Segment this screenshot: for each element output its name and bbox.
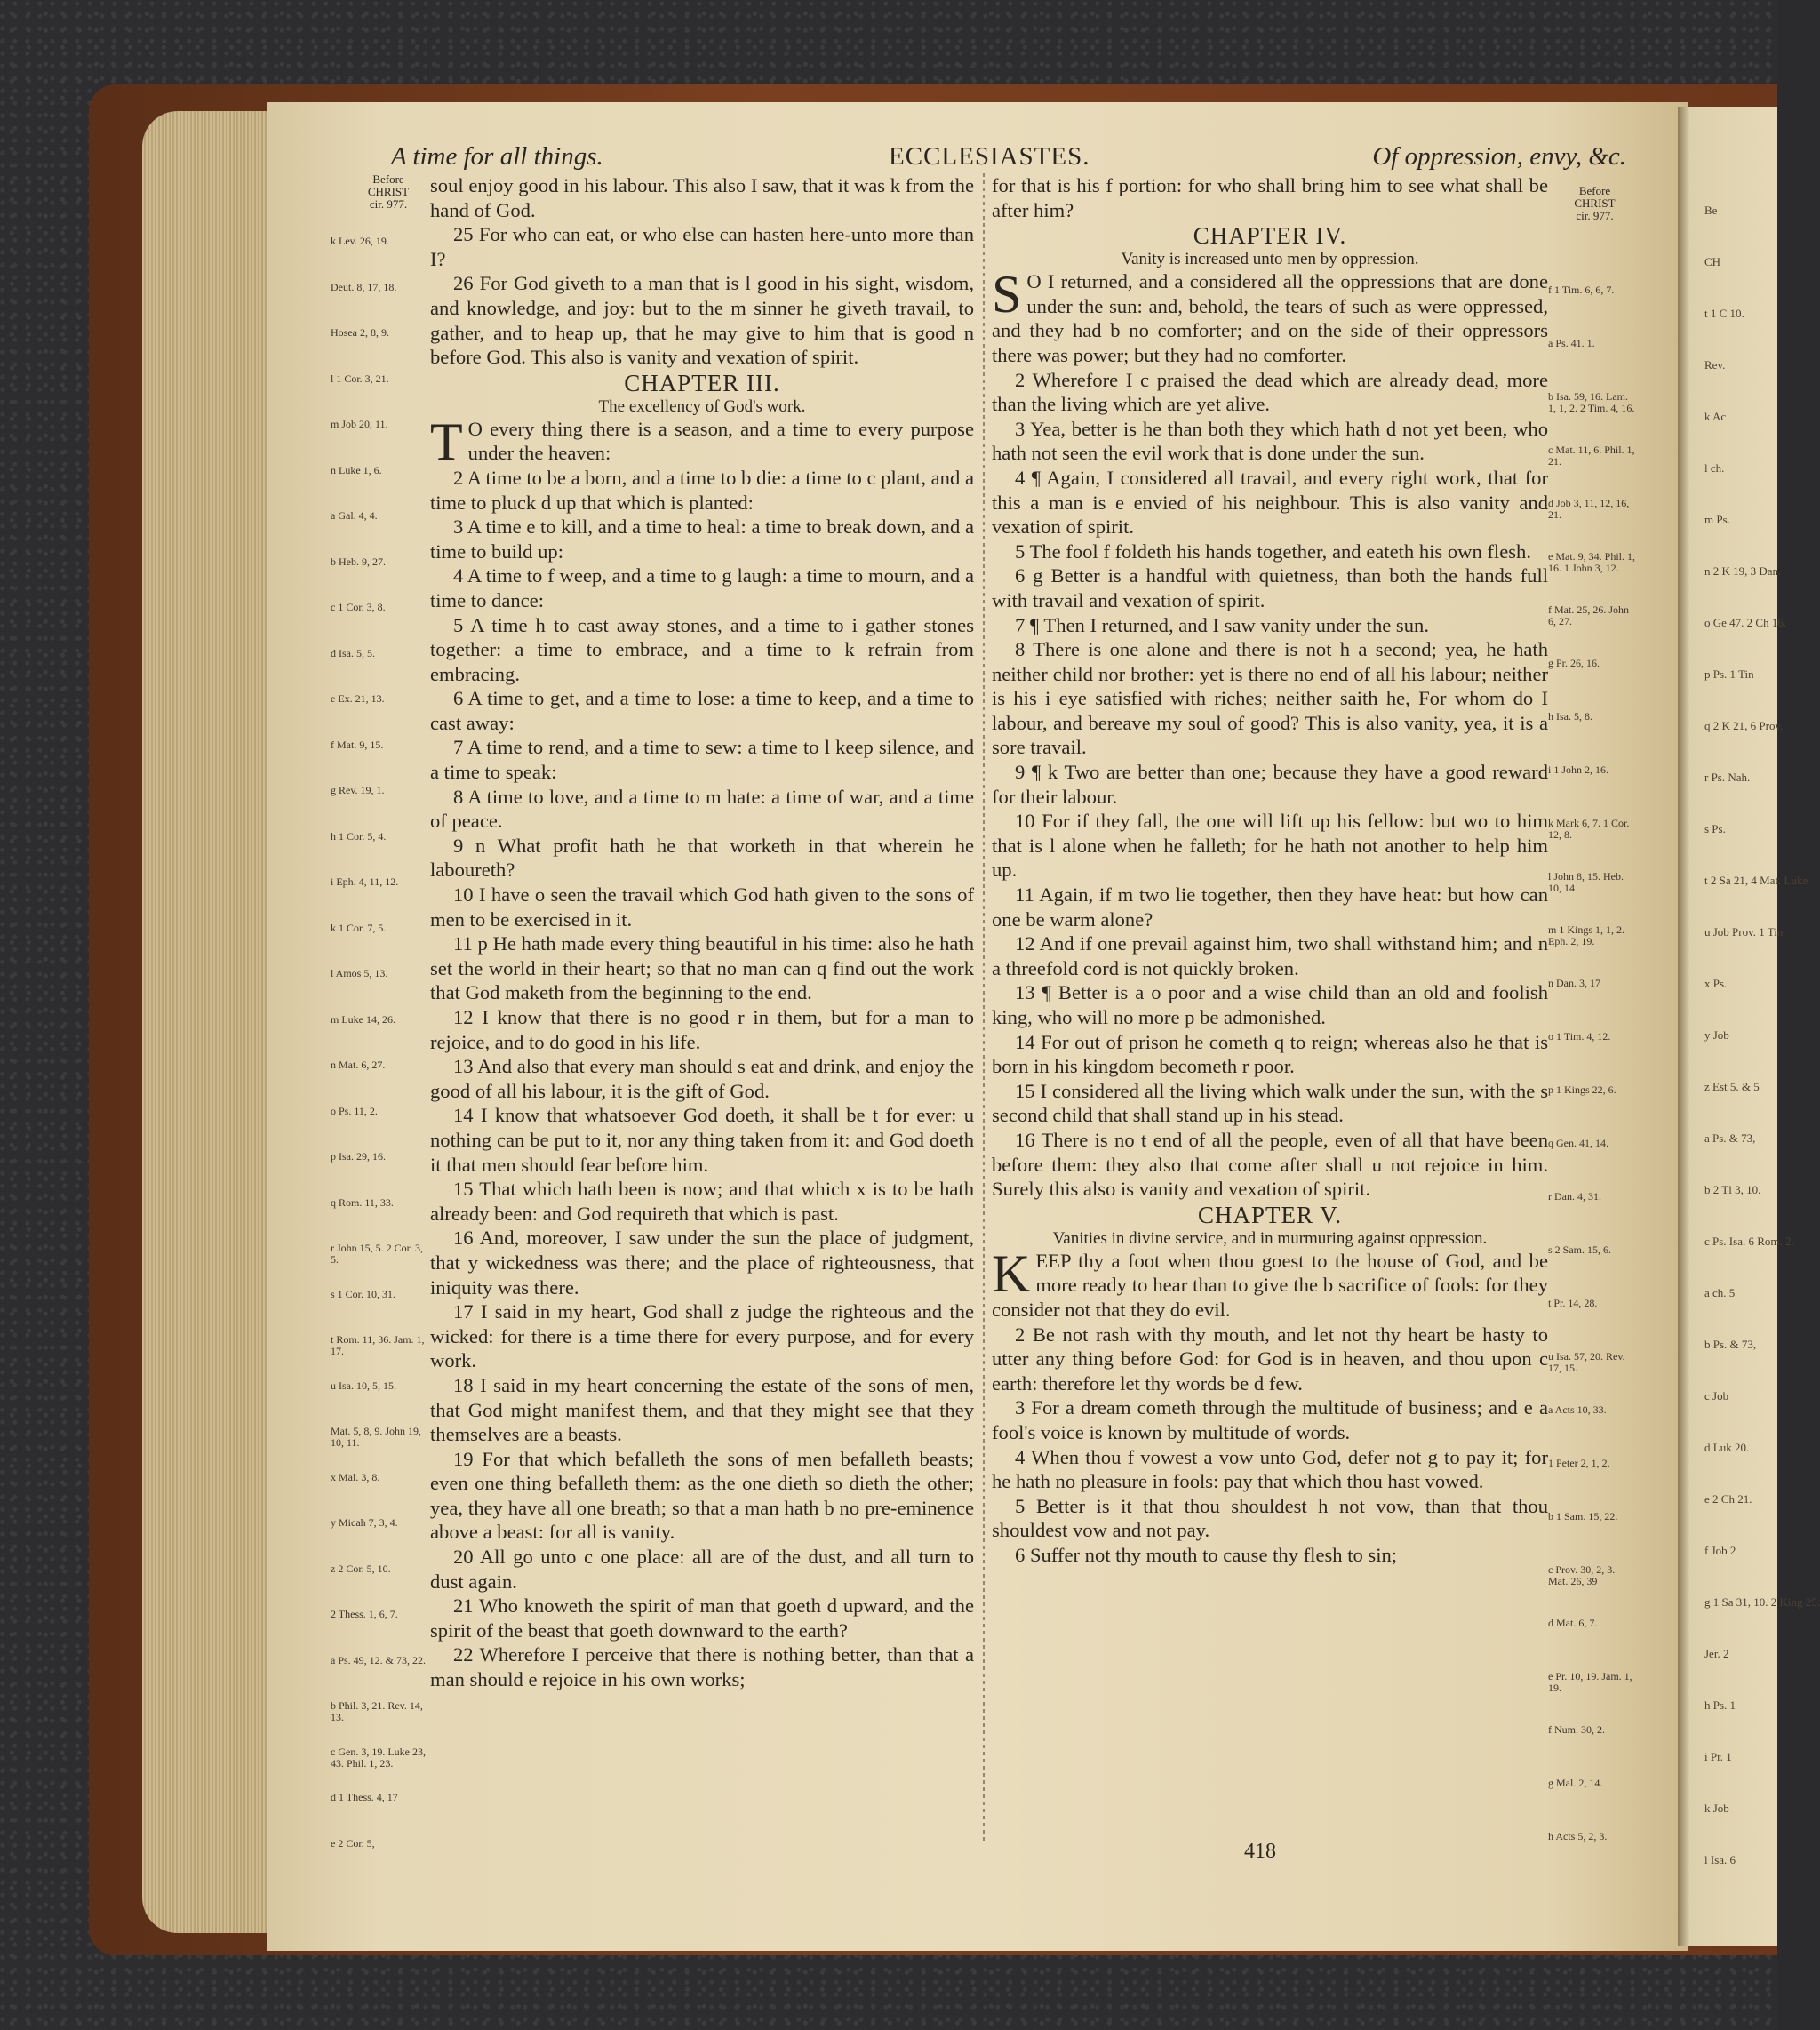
margin-reference: Deut. 8, 17, 18. xyxy=(331,280,397,293)
next-page-text: c Job xyxy=(1704,1389,1729,1403)
next-page-text: d Luk 20. xyxy=(1704,1441,1750,1454)
next-page-text: CH xyxy=(1704,255,1721,268)
next-page-text: y Job xyxy=(1704,1028,1729,1042)
left-margin-references xyxy=(331,173,428,1862)
next-page-text: f Job 2 xyxy=(1704,1544,1736,1557)
margin-reference: p Isa. 29, 16. xyxy=(331,1150,386,1163)
next-page-text: o Ge 47. 2 Ch 16. xyxy=(1704,616,1787,629)
margin-reference: l John 8, 15. Heb. 10, 14 xyxy=(1548,870,1624,894)
verse: for that is his f portion: for who shall bring him to see what shall be after him? xyxy=(992,174,1548,221)
verse: 4 When thou f vowest a vow unto God, defer not g to pay it; for he hath no pleasure in fools: pay that which thou hast vowed. xyxy=(992,1445,1548,1493)
margin-reference: h 1 Cor. 5, 4. xyxy=(331,829,387,843)
margin-reference: s 2 Sam. 15, 6. xyxy=(1548,1243,1612,1256)
margin-reference: d Job 3, 11, 12, 16, 21. xyxy=(1548,497,1630,521)
circa-label: cir. 977. xyxy=(369,197,408,211)
margin-reference: 2 Thess. 1, 6, 7. xyxy=(331,1608,398,1620)
next-page-text: t 1 C 10. xyxy=(1704,307,1744,320)
margin-reference: f Mat. 25, 26. John 6, 27. xyxy=(1548,603,1629,627)
margin-reference: h Acts 5, 2, 3. xyxy=(1548,1830,1608,1842)
verse-text: EEP thy a foot when thou goest to the house of God, and be more ready to hear than to give the b sacrifice of fools: for they consider not that they do evil. xyxy=(992,1249,1548,1321)
margin-reference: z 2 Cor. 5, 10. xyxy=(331,1562,391,1575)
verse: 3 Yea, better is he than both they which hath d not yet been, who hath not seen the evil work that is done under the sun. xyxy=(992,417,1548,465)
margin-reference: e Ex. 21, 13. xyxy=(331,692,385,705)
next-page-text: h Ps. 1 xyxy=(1704,1698,1736,1712)
margin-reference: r John 15, 5. 2 Cor. 3, 5. xyxy=(331,1242,424,1266)
verse: 19 For that which befalleth the sons of men befalleth beasts; even one thing befalleth them: as the one dieth so dieth the other; yea, they have all one breath; so that a man hath b no pre-eminence above a beast: for all is vanity. xyxy=(430,1447,974,1544)
margin-reference: i 1 John 2, 16. xyxy=(1548,763,1609,776)
margin-reference: k Lev. 26, 19. xyxy=(331,235,389,247)
verse: 13 ¶ Better is a o poor and a wise child than an old and foolish king, who will no more p be admonished. xyxy=(992,981,1548,1028)
margin-reference: d 1 Thess. 4, 17 xyxy=(331,1791,398,1803)
verse: soul enjoy good in his labour. This also I saw, that it was k from the hand of God. xyxy=(430,174,974,221)
verse: 8 A time to love, and a time to m hate: a time of war, and a time of peace. xyxy=(430,785,974,833)
verse: 16 And, moreover, I saw under the sun the place of judgment, that y wickedness was there; and the place of righteousness, that iniquity was there. xyxy=(430,1227,974,1299)
verse xyxy=(430,412,974,471)
margin-reference: d Isa. 5, 5. xyxy=(331,646,375,659)
next-page-text: k Ac xyxy=(1704,410,1727,423)
verse: 6 A time to get, and a time to lose: a time to keep, and a time to cast away: xyxy=(430,687,974,734)
margin-reference: g Pr. 26, 16. xyxy=(1548,657,1600,669)
verse: 5 A time h to cast away stones, and a time to i gather stones together: a time to embrace, and a time to k refrain from embracing. xyxy=(430,613,974,685)
circa-label: cir. 977. xyxy=(1576,209,1614,222)
margin-reference: t Pr. 14, 28. xyxy=(1548,1297,1598,1309)
drop-cap: S xyxy=(992,265,1022,324)
margin-reference: l 1 Cor. 3, 21. xyxy=(331,372,389,385)
margin-reference: d Mat. 6, 7. xyxy=(1548,1617,1598,1629)
margin-reference: p 1 Kings 22, 6. xyxy=(1548,1083,1616,1096)
next-page-text: i Pr. 1 xyxy=(1704,1750,1732,1763)
verse: 11 Again, if m two lie together, then they have heat: but how can one be warm alone? xyxy=(992,883,1548,931)
next-page-text: m Ps. xyxy=(1704,513,1730,526)
margin-reference: m 1 Kings 1, 1, 2. Eph. 2, 19. xyxy=(1548,923,1625,947)
margin-reference: b Phil. 3, 21. Rev. 14, 13. xyxy=(331,1699,423,1723)
margin-reference: a Gal. 4, 4. xyxy=(331,509,378,522)
margin-reference: b 1 Sam. 15, 22. xyxy=(1548,1510,1618,1522)
chapter-summary: Vanity is increased unto men by oppression. xyxy=(1121,250,1419,269)
margin-reference: t Rom. 11, 36. Jam. 1, 17. xyxy=(331,1333,425,1357)
margin-reference: b Heb. 9, 27. xyxy=(331,555,386,568)
margin-reference: q Gen. 41, 14. xyxy=(1548,1137,1608,1149)
next-page-text: s Ps. xyxy=(1704,822,1726,835)
verse: 15 That which hath been is now; and that which x is to be hath already been: and God requireth that which is past. xyxy=(430,1178,974,1225)
verse: 2 A time to be a born, and a time to b die: a time to c plant, and a time to pluck d up that which is planted: xyxy=(430,466,974,514)
verse: 4 ¶ Again, I considered all travail, and every right work, that for this a man is e envied of his neighbour. This is also vanity and vexation of spirit. xyxy=(992,466,1548,539)
margin-reference: y Micah 7, 3, 4. xyxy=(331,1516,398,1529)
verse: 11 p He hath made every thing beautiful in his time: also he hath set the world in their heart; so that no man can q find out the work that God maketh from the beginning to the end. xyxy=(430,932,974,1004)
margin-reference: i Eph. 4, 11, 12. xyxy=(331,875,399,888)
margin-reference: Hosea 2, 8, 9. xyxy=(331,326,389,339)
verse: 2 Wherefore I c praised the dead which are already dead, more than the living which are yet alive. xyxy=(992,368,1548,416)
margin-reference: u Isa. 57, 20. Rev. 17, 15. xyxy=(1548,1350,1625,1374)
margin-reference: u Isa. 10, 5, 15. xyxy=(331,1379,396,1392)
margin-reference: n Luke 1, 6. xyxy=(331,463,382,476)
verse: 22 Wherefore I perceive that there is nothing better, than that a man should e rejoice in his own works; xyxy=(430,1643,974,1691)
verse: 5 Better is it that thou shouldest h not vow, than that thou shouldest vow and not pay. xyxy=(992,1494,1548,1542)
right-column xyxy=(992,173,1548,1567)
next-page-text: a ch. 5 xyxy=(1704,1286,1736,1299)
margin-reference: k 1 Cor. 7, 5. xyxy=(331,921,387,934)
margin-reference: s 1 Cor. 10, 31. xyxy=(331,1287,396,1300)
verse: 3 A time e to kill, and a time to heal: a time to break down, and a time to build up: xyxy=(430,515,974,563)
page-number: 418 xyxy=(1244,1840,1276,1863)
margin-reference: Mat. 5, 8, 9. John 19, 10, 11. xyxy=(331,1425,421,1449)
page-edges xyxy=(142,111,275,1933)
margin-reference: n Mat. 6, 27. xyxy=(331,1059,386,1071)
chapter-title: CHAPTER III. xyxy=(624,369,780,396)
margin-reference: l Amos 5, 13. xyxy=(331,967,388,979)
verse: 8 There is one alone and there is not h a second; yea, he hath neither child nor brother: yet is there no end of all his labour; neither is his i eye satisfied with riches; neither saith he, For whom do I labour, and bereave my soul of good? This is also vanity, yea, it is a sore travail. xyxy=(992,638,1548,759)
verse: 18 I said in my heart concerning the estate of the sons of men, that God might manifest them, and that they might see that they themselves are a beasts. xyxy=(430,1373,974,1446)
next-page-text: g 1 Sa 31, 10. 2 King 25. xyxy=(1704,1595,1820,1609)
verse: 9 ¶ k Two are better than one; because they have a good reward for their labour. xyxy=(992,761,1548,808)
next-page-text: q 2 K 21, 6 Prov. xyxy=(1704,719,1784,732)
next-page-text: Jer. 2 xyxy=(1704,1647,1729,1660)
next-page-text: l Isa. 6 xyxy=(1704,1853,1736,1866)
next-page-text: b 2 Tl 3, 10. xyxy=(1704,1183,1761,1196)
margin-reference: e Mat. 9, 34. Phil. 1, 16. 1 John 3, 12. xyxy=(1548,550,1635,574)
chapter-summary: Vanities in divine service, and in murmuring against oppression. xyxy=(1052,1228,1488,1248)
verse-text: O I returned, and a considered all the oppressions that are done under the sun: and, behold, the tears of such as were oppressed, and they had b no comforter; and on the side of their oppressors there was power; but they had no comforter. xyxy=(992,270,1548,366)
margin-reference: n Dan. 3, 17 xyxy=(1548,977,1600,989)
margin-reference: a Ps. 49, 12. & 73, 22. xyxy=(331,1653,427,1666)
verse: 14 For out of prison he cometh q to reign; whereas also he that is born in his kingdom becometh r poor. xyxy=(992,1030,1548,1078)
margin-reference: m Luke 14, 26. xyxy=(331,1012,395,1026)
margin-reference: c 1 Cor. 3, 8. xyxy=(331,601,386,613)
verse: 6 Suffer not thy mouth to cause thy flesh to sin; xyxy=(1015,1543,1398,1566)
verse: 14 I know that whatsoever God doeth, it shall be t for ever: u nothing can be put to it, nor any thing taken from it: and God doeth it that men should fear before him. xyxy=(430,1104,974,1176)
verse: 20 All go unto c one place: all are of the dust, and all turn to dust again. xyxy=(430,1546,974,1593)
verse: 21 Who knoweth the spirit of man that goeth d upward, and the spirit of the beast that goeth downward to the earth? xyxy=(430,1594,974,1642)
margin-reference: k Mark 6, 7. 1 Cor. 12, 8. xyxy=(1548,817,1630,841)
header-left: A time for all things. xyxy=(391,142,603,171)
margin-reference: a Ps. 41. 1. xyxy=(1548,337,1595,349)
margin-reference: g Rev. 19, 1. xyxy=(331,784,385,796)
next-page-text: k Job xyxy=(1704,1802,1729,1815)
right-margin-references xyxy=(1548,182,1637,1871)
verse: 10 I have o seen the travail which God hath given to the sons of men to be exercised in it. xyxy=(430,883,974,931)
verse: 26 For God giveth to a man that is l good in his sight, wisdom, and knowledge, and joy: but to the m sinner he giveth travail, to gather, and to heap up, that he may give to him that is good n before God. This also is vanity and vexation of spirit. xyxy=(430,272,974,369)
next-page-text: a Ps. & 73, xyxy=(1704,1131,1756,1145)
verse: 7 ¶ Then I returned, and I saw vanity under the sun. xyxy=(1015,613,1429,636)
verse: 5 The fool f foldeth his hands together, and eateth his own flesh. xyxy=(1015,539,1531,563)
next-page-text: e 2 Ch 21. xyxy=(1704,1492,1752,1506)
verse: 25 For who can eat, or who else can hasten here-unto more than I? xyxy=(430,223,974,270)
header-right: Of oppression, envy, &c. xyxy=(1372,142,1626,171)
column-divider xyxy=(983,173,985,1844)
next-page-text: t 2 Sa 21, 4 Mat. Luke xyxy=(1704,874,1808,887)
verse: 2 Be not rash with thy mouth, and let not thy heart be hasty to utter any thing before God: for God is in heaven, and thou upon c earth: therefore let thy words be d few. xyxy=(992,1323,1548,1395)
next-page-text: n 2 K 19, 3 Dan. xyxy=(1704,564,1782,578)
verse: 7 A time to rend, and a time to sew: a time to l keep silence, and a time to speak: xyxy=(430,736,974,784)
next-page-text: Be xyxy=(1704,204,1718,217)
verse xyxy=(992,1243,1548,1323)
margin-reference: f Num. 30, 2. xyxy=(1548,1723,1605,1736)
verse: 13 And also that every man should s eat and drink, and enjoy the good of all his labour, it is the gift of God. xyxy=(430,1055,974,1102)
next-page-text: Rev. xyxy=(1704,358,1726,372)
left-column xyxy=(430,173,974,1692)
margin-reference: m Job 20, 11. xyxy=(331,418,388,430)
next-page-text: x Ps. xyxy=(1704,977,1728,990)
margin-reference: c Prov. 30, 2, 3. Mat. 26, 39 xyxy=(1548,1563,1616,1587)
margin-reference: q Rom. 11, 33. xyxy=(331,1195,394,1209)
next-page-text: l ch. xyxy=(1704,461,1725,475)
verse: 4 A time to f weep, and a time to g laugh: a time to mourn, and a time to dance: xyxy=(430,564,974,611)
drop-cap: K xyxy=(992,1243,1031,1303)
verse xyxy=(992,265,1548,367)
verse-text: O every thing there is a season, and a time to every purpose under the heaven: xyxy=(467,417,974,465)
margin-reference: f 1 Tim. 6, 6, 7. xyxy=(1548,284,1615,296)
verse: 9 n What profit hath he that worketh in that wherein he laboureth? xyxy=(430,834,974,882)
book-title: ECCLESIASTES. xyxy=(889,142,1090,171)
margin-reference: a Acts 10, 33. xyxy=(1548,1403,1607,1416)
verse: 12 And if one prevail against him, two shall withstand him; and n a threefold cord is not quickly broken. xyxy=(992,932,1548,979)
running-header xyxy=(391,142,1626,178)
margin-reference: e Pr. 10, 19. Jam. 1, 19. xyxy=(1548,1670,1632,1694)
before-label: Before xyxy=(372,172,404,186)
verse: 16 There is no t end of all the people, even of all that have been before them: they also that come after shall u not rejoice in him. Surely this also is vanity and vexation of spirit. xyxy=(992,1128,1548,1201)
margin-reference: x Mal. 3, 8. xyxy=(331,1470,380,1483)
margin-reference: f Mat. 9, 15. xyxy=(331,738,384,751)
next-page-text: c Ps. Isa. 6 Rom. 2. xyxy=(1704,1235,1794,1248)
christ-label: CHRIST xyxy=(367,185,410,198)
margin-reference: r Dan. 4, 31. xyxy=(1548,1190,1601,1203)
verse: 17 I said in my heart, God shall z judge the righteous and the wicked: for there is a time there for every purpose, and for every work. xyxy=(430,1300,974,1372)
verse: 3 For a dream cometh through the multitude of business; and e a fool's voice is known by multitude of words. xyxy=(992,1396,1548,1443)
next-page-text: b Ps. & 73, xyxy=(1704,1338,1757,1351)
christ-label: CHRIST xyxy=(1574,196,1616,210)
verse: 12 I know that there is no good r in them, but for a man to rejoice, and to do good in his life. xyxy=(430,1006,974,1053)
verse: 10 For if they fall, the one will lift up his fellow: but wo to him that is l alone when he falleth; for he hath not another to help him up. xyxy=(992,810,1548,882)
before-label: Before xyxy=(1578,184,1611,197)
margin-reference: b Isa. 59, 16. Lam. 1, 1, 2. 2 Tim. 4, 16. xyxy=(1548,390,1635,414)
margin-reference: 1 Peter 2, 1, 2. xyxy=(1548,1457,1610,1469)
chapter-title: CHAPTER V. xyxy=(1197,1201,1343,1228)
margin-reference: h Isa. 5, 8. xyxy=(1548,710,1592,723)
verse: 6 g Better is a handful with quietness, than both the hands full with travail and vexation of spirit. xyxy=(992,564,1548,611)
margin-reference: c Gen. 3, 19. Luke 23, 43. Phil. 1, 23. xyxy=(331,1745,426,1770)
next-page-text: r Ps. Nah. xyxy=(1704,771,1751,784)
margin-reference: o 1 Tim. 4, 12. xyxy=(1548,1030,1611,1043)
margin-reference: c Mat. 11, 6. Phil. 1, 21. xyxy=(1548,444,1635,468)
margin-reference: o Ps. 11, 2. xyxy=(331,1104,378,1117)
next-page-text: u Job Prov. 1 Tin xyxy=(1704,925,1784,939)
next-page-text: z Est 5. & 5 xyxy=(1704,1080,1760,1093)
verse: 15 I considered all the living which walk under the sun, with the s second child that shall stand up in his stead. xyxy=(992,1079,1548,1127)
chapter-summary: The excellency of God's work. xyxy=(598,396,806,416)
margin-reference: e 2 Cor. 5, xyxy=(331,1836,375,1850)
chapter-title: CHAPTER IV. xyxy=(1193,222,1347,250)
margin-reference: g Mal. 2, 14. xyxy=(1548,1777,1603,1789)
drop-cap: T xyxy=(430,412,463,471)
next-page-text: p Ps. 1 Tin xyxy=(1704,667,1754,681)
next-page-fragment xyxy=(1678,107,1820,1946)
